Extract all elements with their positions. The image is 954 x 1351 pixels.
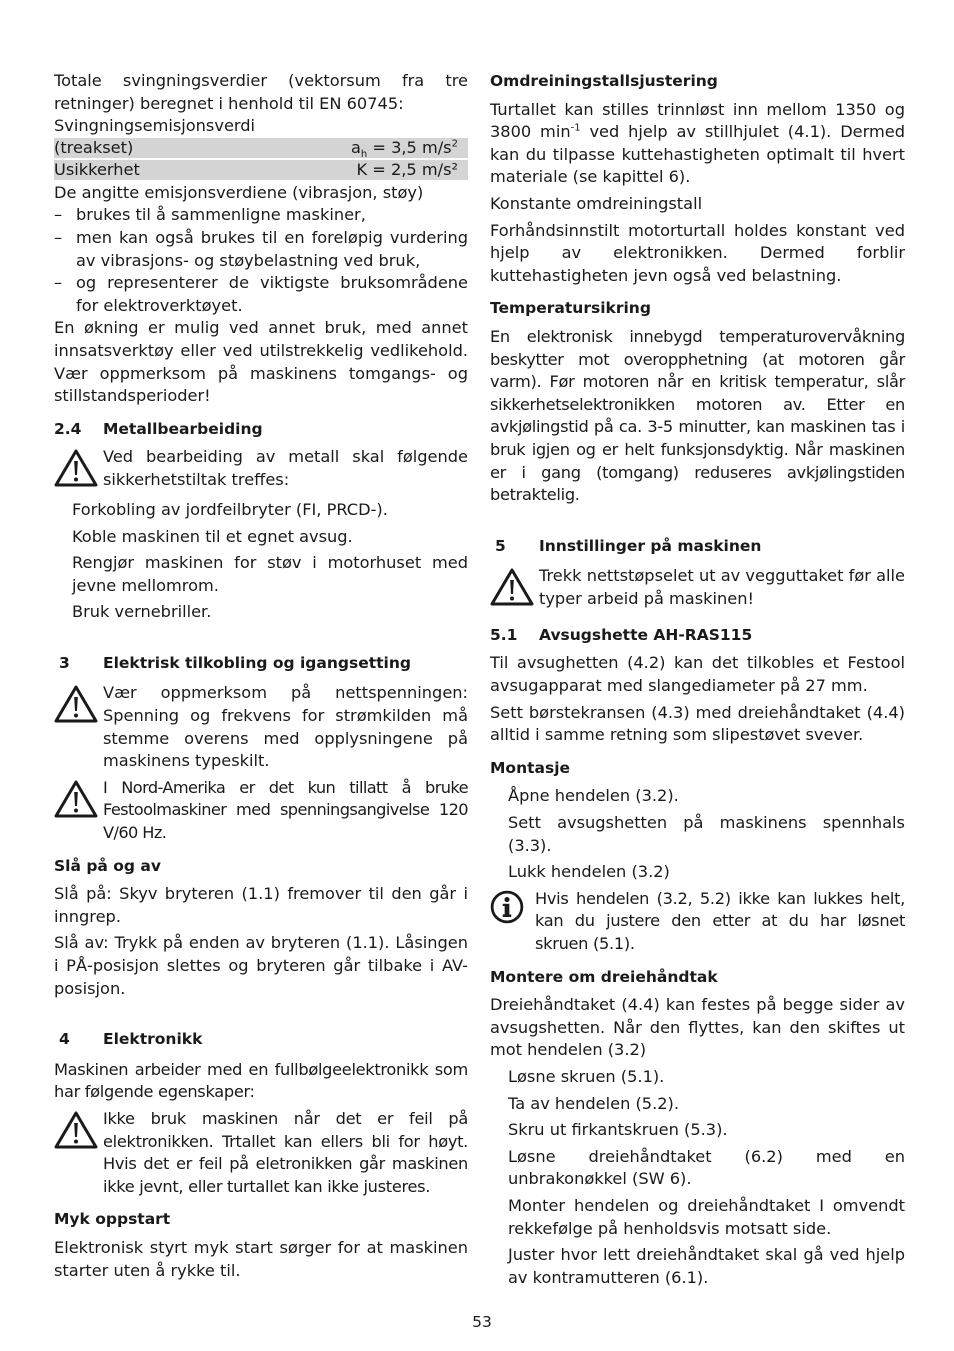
subheading-remount: Montere om dreiehåndtak: [490, 967, 718, 986]
temperature-text: En elektronisk innebygd temperaturovervåkning beskytter mot overopphetning (at motoren går varm). Før motoren når en kritisk temperatur, slår sikkerhetselektronikken motoren av. Etter en avkjølingstid på ca. 3-5 minutter, kan maskinen tas i bruk igjen og er helt funksjonsdyktig. Når maskinen er i gang (tomgang) reduseres avkjølingstiden betraktelig.: [490, 326, 905, 505]
list-item: Juster hvor lett dreiehåndtaket skal gå ved hjelp av kontramutteren (6.1).: [508, 1245, 905, 1287]
warning-block: Trekk nettstøpselet ut av vegguttaket før alle typer arbeid på maskinen!: [490, 565, 905, 614]
subheading-on-off: Slå på og av: [54, 856, 161, 875]
list-item: Løsne dreiehåndtaket (6.2) med en unbrakonøkkel (SW 6).: [508, 1146, 905, 1189]
list-item: Monter hendelen og dreiehåndtaket I omvendt rekkefølge på henholdsvis motsatt side.: [508, 1195, 905, 1238]
info-circle-icon: [490, 890, 524, 924]
section-heading-4: 4 Elektronikk: [59, 1030, 203, 1049]
switch-on-text: Slå på: Skyv bryteren (1.1) fremover til den går i inngrep.: [54, 884, 468, 926]
subheading-soft-start: Myk oppstart: [54, 1210, 171, 1229]
row-label: Usikkerhet: [54, 159, 140, 179]
list-item: Lukk hendelen (3.2): [508, 862, 670, 882]
warning-triangle-icon: [54, 684, 98, 724]
remount-text: Dreiehåndtaket (4.4) kan festes på begge sider av avsugshetten. Når den flyttes, kan den skiftes ut mot hendelen (3.2): [490, 995, 905, 1060]
hood-text-2: Sett børstekransen (4.3) med dreiehåndtaket (4.4) alltid i samme retning som slipestøvet svever.: [490, 702, 905, 745]
vibration-label: Svingningsemisjonsverdi: [54, 116, 256, 136]
row-value: $a_h = 3,5$ $m/s^2$: [350, 137, 458, 161]
warning-block: I Nord-Amerika er det kun tillatt å bruke Festoolmaskiner med spenningsangivelse 120 V/60 Hz.: [54, 777, 468, 845]
increase-paragraph: En økning er mulig ved annet bruk, med annet innsatsverktøy eller ved utilstrekkelig vedlikehold. Vær oppmerksom på maskinens tomgangs- og stillstandsperioder!: [54, 318, 468, 406]
right-column: [490, 70, 905, 1293]
list-item: Bruk vernebriller.: [72, 602, 212, 622]
list-item: Skru ut firkantskruen (5.3).: [508, 1120, 728, 1140]
list-item: Koble maskinen til et egnet avsug.: [72, 526, 353, 546]
section-heading-3: 3 Elektrisk tilkobling og igangsetting: [59, 653, 411, 672]
warning-triangle-icon: [54, 1110, 98, 1150]
list-item: Ta av hendelen (5.2).: [508, 1093, 680, 1113]
warning-block: Vær oppmerksom på nettspenningen: Spenning og frekvens for strømkilden må stemme overens med opplysningene på maskinens typeskilt.: [54, 682, 468, 772]
row-value: K = 2,5 m/s²: [356, 159, 458, 179]
list-item: Forkobling av jordfeilbryter (FI, PRCD-).: [72, 499, 388, 519]
constant-speed-text: Forhåndsinnstilt motorturtall holdes konstant ved hjelp av elektronikken. Dermed forblir kuttehastigheten jevn også ved belastning.: [490, 220, 905, 285]
list-item: Åpne hendelen (3.2).: [508, 786, 679, 806]
left-column: [54, 70, 468, 1286]
vibration-row-uncertainty: [54, 160, 468, 180]
warning-block: Ved bearbeiding av metall skal følgende sikkerhetstiltak treffes:: [54, 446, 468, 495]
constant-speed-label: Konstante omdreiningstall: [490, 193, 703, 213]
warning-block: Ikke bruk maskinen når det er feil på elektronikken. Trtallet kan ellers bli for høyt. Hvis det er feil på eletronikken går maskinen ikke jevnt, eller turtallet kan ikke justeres.: [54, 1108, 468, 1198]
soft-start-text: Elektronisk styrt myk start sørger for at maskinen starter uten å rykke til.: [54, 1237, 468, 1280]
row-label: (treakset): [54, 137, 134, 157]
warning-triangle-icon: [54, 448, 98, 488]
list-item: – og representerer de viktigste bruksområdene for elektroverktøyet.: [54, 273, 468, 315]
section-heading-5: 5 Innstillinger på maskinen: [495, 536, 762, 555]
list-item: – men kan også brukes til en foreløpig vurdering av vibrasjons- og støybelastning ved bruk,: [54, 227, 468, 270]
subheading-temperature: Temperatursikring: [490, 299, 651, 318]
electronics-intro: Maskinen arbeider med en fullbølgeelektronikk som har følgende egenskaper:: [54, 1059, 468, 1102]
hood-text-1: Til avsughetten (4.2) kan det tilkobles et Festool avsugapparat med slangediameter på 27 mm.: [490, 653, 905, 696]
page-number: 53: [472, 1313, 492, 1331]
speed-text: Turtallet kan stilles trinnløst inn mellom 1350 og 3800 $\min^{-1}$ ved hjelp av stillhjulet (4.1). Dermed kan du tilpasse kuttehastigheten optimalt til hvert materiale (se kapittel 6).: [490, 99, 905, 187]
list-item: Sett avsugshetten på maskinens spennhals (3.3).: [508, 813, 905, 855]
subheading-speed: Omdreiningstallsjustering: [490, 72, 718, 90]
list-item: Løsne skruen (5.1).: [508, 1066, 665, 1086]
list-item: Rengjør maskinen for støv i motorhuset med jevne mellomrom.: [72, 553, 468, 595]
section-heading-2-4: 2.4 Metallbearbeiding: [54, 419, 263, 438]
list-item: – brukes til å sammenligne maskiner,: [54, 205, 366, 225]
warning-triangle-icon: [490, 567, 534, 607]
emission-intro: De angitte emisjonsverdiene (vibrasjon, støy): [54, 182, 424, 202]
subheading-mounting: Montasje: [490, 758, 571, 777]
switch-off-text: Slå av: Trykk på enden av bryteren (1.1). Låsingen i PÅ-posisjon slettes og bryteren går tilbake i AV-posisjon.: [54, 933, 468, 998]
section-heading-5-1: 5.1 Avsugshette AH-RAS115: [490, 625, 753, 644]
vibration-intro: Totale svingningsverdier (vektorsum fra tre retninger) beregnet i henhold til EN 60745:: [54, 71, 468, 113]
warning-triangle-icon: [54, 779, 98, 819]
info-block: Hvis hendelen (3.2, 5.2) ikke kan lukkes helt, kan du justere den etter at du har løsnet skruen (5.1).: [490, 888, 905, 956]
vibration-row-triaxial: [54, 137, 468, 161]
